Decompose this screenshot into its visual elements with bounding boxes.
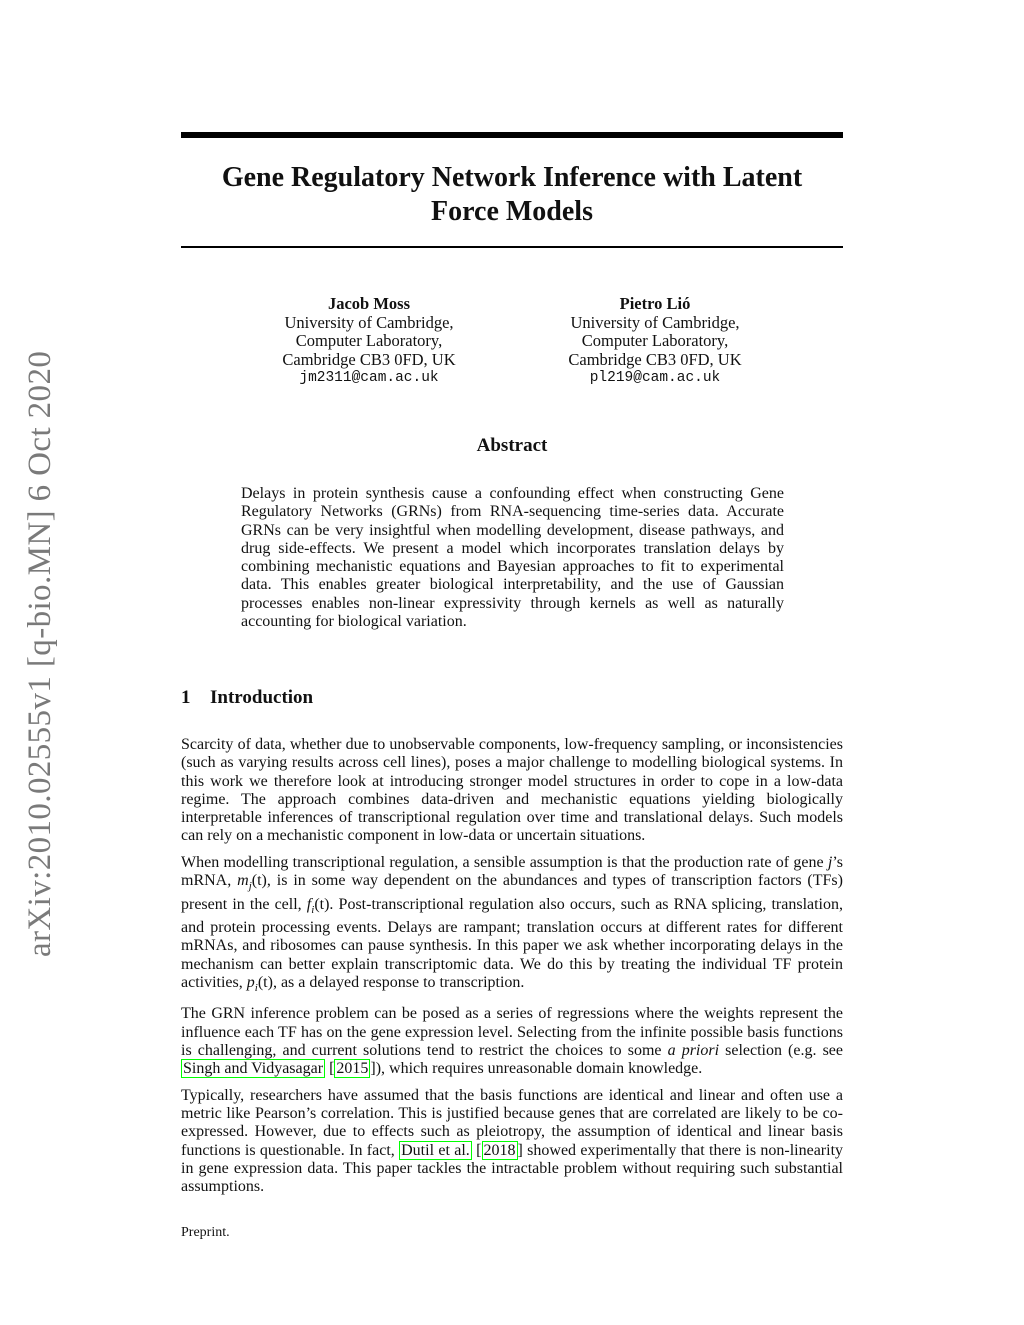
text-run: ]), which requires unreasonable domain knowledge. xyxy=(370,1060,703,1078)
math-symbol: m xyxy=(237,872,249,890)
author-name: Jacob Moss xyxy=(327,294,411,313)
text-run: ] showed experimentally that there is non-linearity in gene expression data. This paper tackles the intractable problem without requiring such substantial assumptions. xyxy=(181,1141,844,1196)
math-argument: (t) xyxy=(251,872,267,890)
paragraph-4 xyxy=(181,1087,843,1197)
math-f-i-t xyxy=(306,895,330,916)
section-heading-introduction xyxy=(181,686,313,710)
author-address: Cambridge CB3 0FD, UK xyxy=(282,349,456,369)
abstract-text: Delays in protein synthesis cause a confounding effect when constructing Gene Regulatory Networks (GRNs) from RNA-sequencing time-series data. Accurate GRNs can be very insightful when modelling development, disease pathways, and drug side-effects. We present a model which incorporates translation delays by combining mechanistic equations and Bayesian approaches to fit to experimental data. This enables greater biological interpretability, and the use of Gaussian processes enables non-linear expressivity through kernels as well as naturally accounting for biological variation. xyxy=(241,485,784,631)
text-run: The GRN inference problem can be posed as a series of regressions where the weights represent the influence each TF has on the gene expression level. Selecting from the infinite possible basis functions is challenging, and current solutions tend to restrict the choices to some xyxy=(181,1005,843,1060)
section-title: Introduction xyxy=(210,687,314,708)
text-run: Typically, researchers have assumed that the basis functions are identical and linear and often use a metric like Pearson’s correlation. This is justified because genes that are correlated are likely to be co-expressed. However, due to effects such as pleiotropy, the assumption of identical and linear basis functions is questionable. In fact, xyxy=(181,1086,843,1159)
title-rule-top xyxy=(181,132,843,138)
footer-preprint: Preprint. xyxy=(181,1225,230,1240)
author-affiliation: University of Cambridge, xyxy=(284,312,454,332)
title-rule-bottom xyxy=(181,246,843,248)
math-argument: (t) xyxy=(257,973,273,991)
arxiv-identifier[interactable]: arXiv:2010.02555v1 [q-bio.MN] 6 Oct 2020 xyxy=(22,350,58,957)
author-email[interactable]: jm2311@cam.ac.uk xyxy=(299,370,439,386)
paragraph-3 xyxy=(181,1005,843,1078)
citation-link-singh[interactable]: Singh and Vidyasagar xyxy=(183,1060,324,1078)
math-symbol: p xyxy=(246,973,255,991)
text-run: [ xyxy=(325,1060,335,1078)
citation-link-dutil[interactable]: Dutil et al. xyxy=(401,1141,470,1159)
math-subscript: i xyxy=(254,982,258,995)
math-j: j xyxy=(827,853,833,871)
math-symbol: f xyxy=(306,895,312,913)
paper-title xyxy=(181,161,843,229)
author-block-moss xyxy=(219,295,519,388)
text-run: , is in some way dependent on the abundances and types of transcription factors (TFs) present in the cell, xyxy=(181,872,843,913)
citation-year-link-2018[interactable]: 2018 xyxy=(483,1141,516,1159)
abstract-heading: Abstract xyxy=(476,435,548,456)
math-m-j-t xyxy=(237,872,267,893)
text-run: selection (e.g. see xyxy=(719,1042,843,1060)
text-run: [ xyxy=(471,1141,482,1159)
paragraph-2 xyxy=(181,854,843,998)
author-email[interactable]: pl219@cam.ac.uk xyxy=(589,370,721,386)
math-argument: (t) xyxy=(314,895,330,913)
author-block-lio xyxy=(505,295,805,388)
math-subscript: i xyxy=(311,903,315,916)
text-run: When modelling transcriptional regulation, a sensible assumption is that the production rate of gene xyxy=(181,853,828,871)
emphasis-a-priori: a priori xyxy=(667,1042,720,1060)
section-number: 1 xyxy=(181,687,191,708)
title-line-1: Gene Regulatory Network Inference with Latent xyxy=(221,162,803,193)
author-name: Pietro Lió xyxy=(619,294,691,313)
paragraph-1: Scarcity of data, whether due to unobservable components, low-frequency sampling, or inconsistencies (such as varying results across cell lines), poses a major challenge to modelling biological systems. In this work we therefore look at introducing stronger model structures in order to cope in a low-data regime. The approach combines data-driven and mechanistic equations yielding biologically interpretable inferences of transcriptional regulation over time and translational delays. Such models can rely on a mechanistic component in low-data or uncertain situations. xyxy=(181,736,843,845)
introduction-body xyxy=(181,736,843,1204)
text-run: , as a delayed response to transcription. xyxy=(272,973,525,991)
citation-year-link-2015[interactable]: 2015 xyxy=(336,1060,369,1078)
text-run: . Post-transcriptional regulation also occurs, such as RNA splicing, translation, and protein processing events. Delays are rampant; translation occurs at different rates for different mRNAs, and ribosomes can pause synthesis. In this paper we ask whether incorporating delays in the mechanism can better explain transcriptomic data. We do this by treating the individual TF protein activities, xyxy=(181,895,844,991)
text-run: ’s mRNA, xyxy=(181,853,843,890)
author-address: Cambridge CB3 0FD, UK xyxy=(568,349,742,369)
author-department: Computer Laboratory, xyxy=(581,331,729,350)
author-department: Computer Laboratory, xyxy=(295,331,443,350)
author-affiliation: University of Cambridge, xyxy=(570,312,740,332)
math-subscript: j xyxy=(248,880,252,893)
math-p-i-t xyxy=(246,973,273,995)
title-line-2: Force Models xyxy=(431,196,593,227)
